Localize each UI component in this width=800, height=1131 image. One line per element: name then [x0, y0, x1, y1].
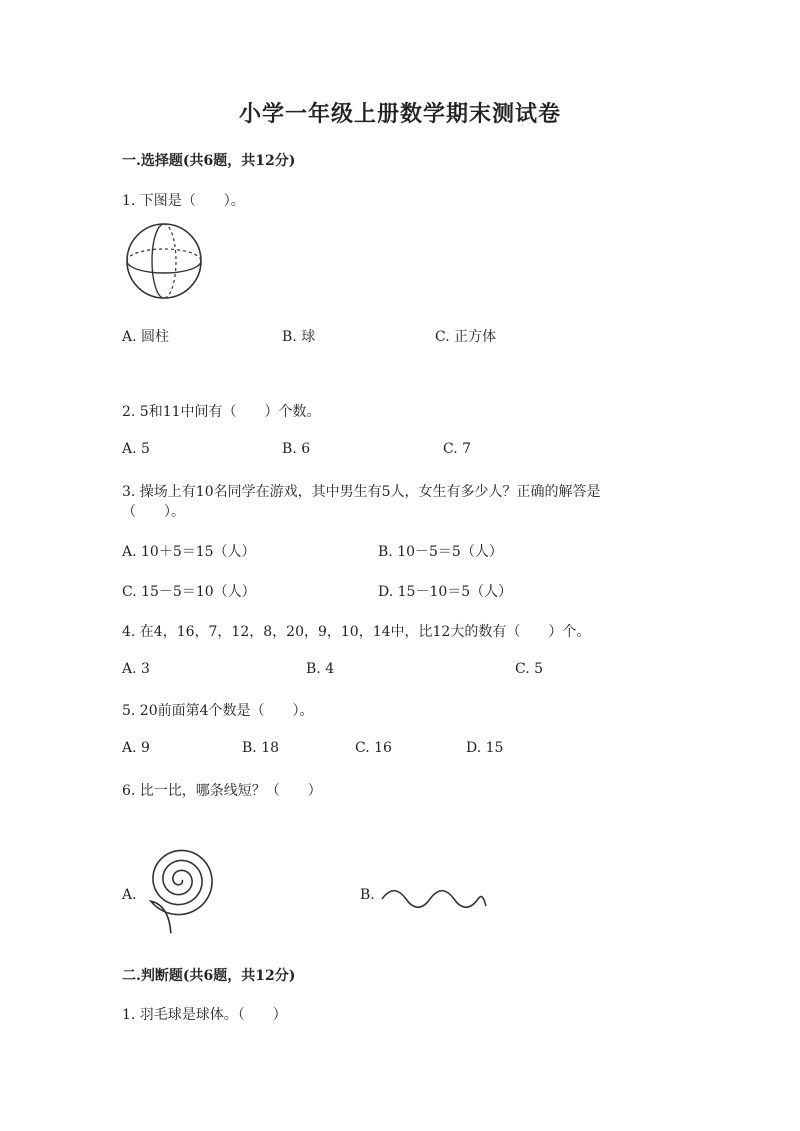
- wavy-line-figure: [380, 886, 490, 912]
- q3-option-d[interactable]: D. 15－10＝5（人）: [378, 584, 513, 600]
- question-3-line-2: （ ）。: [122, 504, 185, 520]
- q5-option-b[interactable]: B. 18: [242, 740, 280, 756]
- question-4: 4. 在4，16，7，12，8，20，9，10，14中，比12大的数有（ ）个。: [122, 624, 591, 640]
- q5-option-c[interactable]: C. 16: [355, 740, 392, 756]
- q2-option-b[interactable]: B. 6: [282, 441, 311, 457]
- q1-option-b[interactable]: B. 球: [282, 329, 316, 345]
- question-6: 6. 比一比，哪条线短？（ ）: [122, 783, 322, 799]
- question-1: 1. 下图是（ ）。: [122, 193, 245, 209]
- page-title: 小学一年级上册数学期末测试卷: [238, 101, 561, 127]
- judgement-1: 1. 羽毛球是球体。（ ）: [122, 1007, 287, 1023]
- q5-option-a[interactable]: A. 9: [122, 740, 150, 756]
- section-heading-judgement: 二.判断题(共6题，共12分): [122, 968, 296, 984]
- q6-option-a[interactable]: A.: [122, 887, 137, 903]
- q4-option-c[interactable]: C. 5: [515, 661, 544, 677]
- q2-option-c[interactable]: C. 7: [443, 441, 472, 457]
- q6-option-b[interactable]: B.: [360, 887, 375, 903]
- question-5: 5. 20前面第4个数是（ ）。: [122, 703, 314, 719]
- q3-option-a[interactable]: A. 10＋5＝15（人）: [122, 544, 256, 560]
- section-heading-choice: 一.选择题(共6题，共12分): [122, 153, 296, 169]
- q3-option-b[interactable]: B. 10－5＝5（人）: [378, 544, 503, 560]
- question-2: 2. 5和11中间有（ ）个数。: [122, 404, 321, 420]
- question-3-line-1: 3. 操场上有10名同学在游戏，其中男生有5人，女生有多少人？正确的解答是: [122, 484, 601, 500]
- q1-option-c[interactable]: C. 正方体: [435, 329, 497, 345]
- q4-option-b[interactable]: B. 4: [306, 661, 335, 677]
- sphere-figure: [122, 222, 206, 300]
- q4-option-a[interactable]: A. 3: [122, 661, 150, 677]
- q3-option-c[interactable]: C. 15－5＝10（人）: [122, 584, 256, 600]
- q5-option-d[interactable]: D. 15: [466, 740, 504, 756]
- spiral-line-figure: [140, 834, 240, 914]
- q2-option-a[interactable]: A. 5: [122, 441, 150, 457]
- q1-option-a[interactable]: A. 圆柱: [122, 329, 170, 345]
